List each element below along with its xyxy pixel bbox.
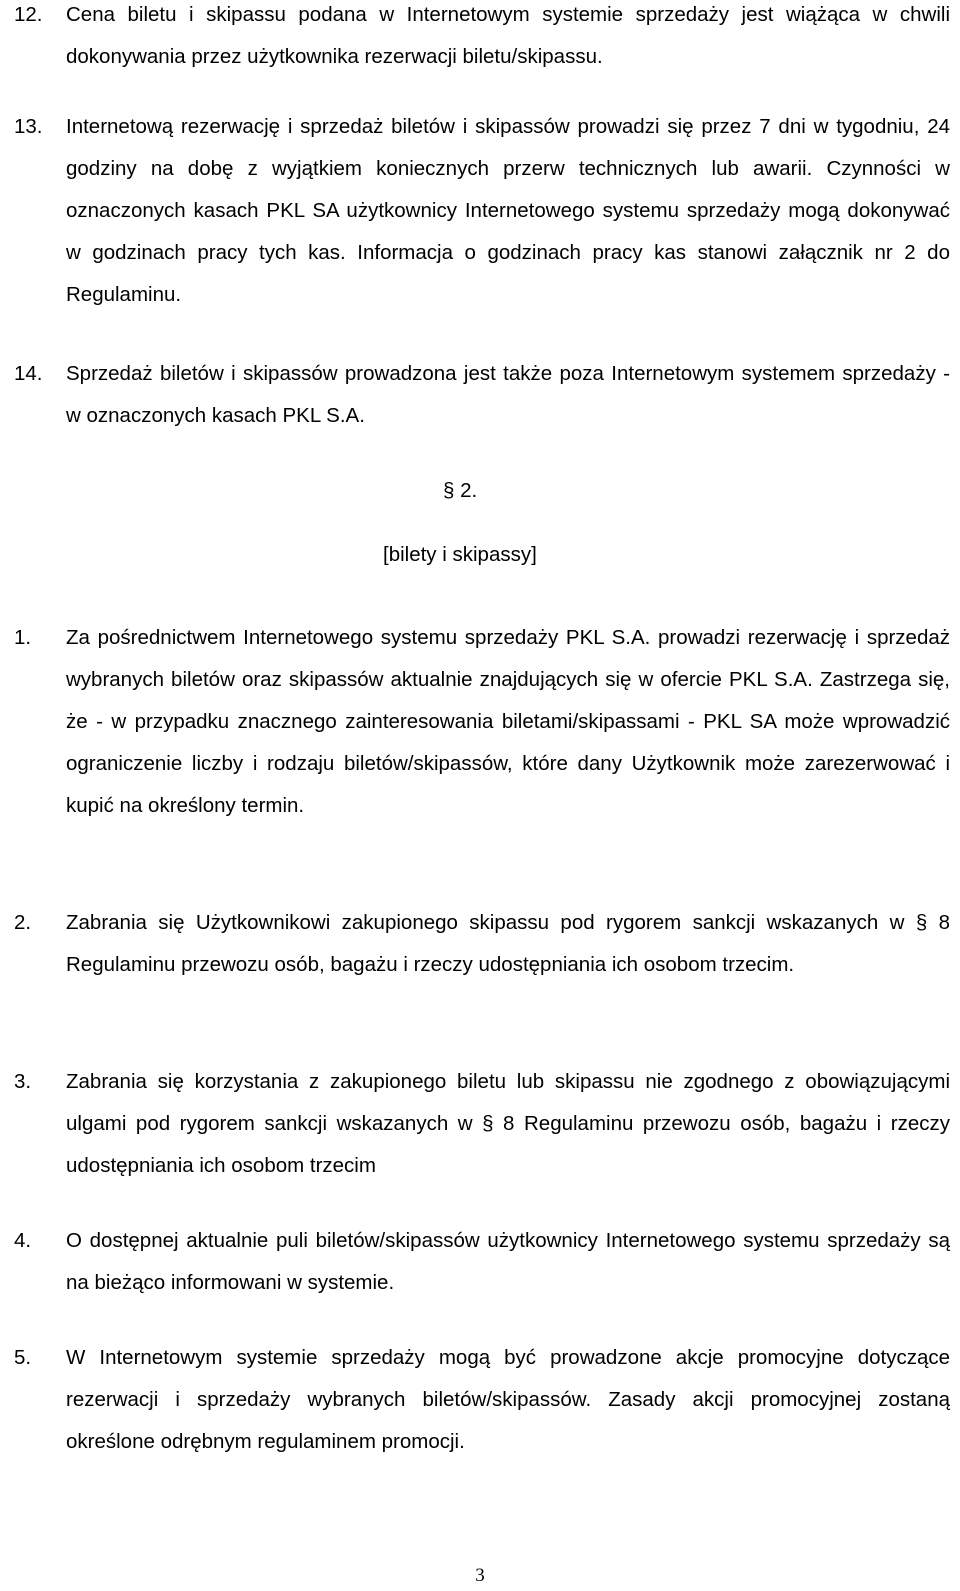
item-number: 12.	[14, 3, 43, 26]
list-item-1	[14, 617, 950, 827]
item-text: Zabrania się korzystania z zakupionego biletu lub skipassu nie zgodnego z obowiązującymi ulgami pod rygorem sankcji wskazanych w § 8 Regulaminu przewozu osób, bagażu i rzeczy udostępniania ich osobom trzecim	[66, 1070, 950, 1177]
item-text: W Internetowym systemie sprzedaży mogą być prowadzone akcje promocyjne dotyczące rezerwacji i sprzedaży wybranych biletów/skipassów. Zasady akcji promocyjnej zostaną określone odrębnym regulaminem promocji.	[66, 1346, 950, 1453]
item-text: Internetową rezerwację i sprzedaż biletów i skipassów prowadzi się przez 7 dni w tygodniu, 24 godziny na dobę z wyjątkiem koniecznych przerw technicznych lub awarii. Czynności w oznaczonych kasach PKL SA użytkownicy Internetowego systemu sprzedaży mogą dokonywać w godzinach pracy tych kas. Informacja o godzinach pracy kas stanowi załącznik nr 2 do Regulaminu.	[66, 115, 950, 306]
item-number: 5.	[14, 1346, 32, 1369]
list-item-5	[14, 1337, 950, 1463]
item-text: O dostępnej aktualnie puli biletów/skipassów użytkownicy Internetowego systemu sprzedaży są na bieżąco informowani w systemie.	[66, 1229, 950, 1294]
section-symbol: § 2.	[443, 479, 478, 502]
item-number: 2.	[14, 911, 32, 934]
item-number: 3.	[14, 1070, 32, 1093]
list-item-3	[14, 1061, 950, 1187]
item-number: 13.	[14, 115, 43, 138]
list-item-2	[14, 902, 950, 986]
section-title: [bilety i skipassy]	[383, 543, 537, 566]
list-item-4	[14, 1220, 950, 1304]
list-item-12	[14, 0, 950, 78]
item-number: 14.	[14, 362, 43, 385]
item-text: Za pośrednictwem Internetowego systemu sprzedaży PKL S.A. prowadzi rezerwację i sprzedaż wybranych biletów oraz skipassów aktualnie znajdujących się w ofercie PKL S.A. Zastrzega się, że - w przypadku znacznego zainteresowania biletami/skipassami - PKL SA może wprowadzić ograniczenie liczby i rodzaju biletów/skipassów, które dany Użytkownik może zarezerwować i kupić na określony termin.	[66, 626, 950, 817]
item-text: Sprzedaż biletów i skipassów prowadzona jest także poza Internetowym systemem sprzedaży - w oznaczonych kasach PKL S.A.	[66, 362, 950, 427]
item-number: 1.	[14, 626, 32, 649]
list-item-13	[14, 106, 950, 316]
page-number: 3	[475, 1565, 485, 1586]
item-number: 4.	[14, 1229, 32, 1252]
item-text: Cena biletu i skipassu podana w Internetowym systemie sprzedaży jest wiążąca w chwili dokonywania przez użytkownika rezerwacji biletu/skipassu.	[66, 3, 950, 68]
list-item-14	[14, 353, 950, 437]
item-text: Zabrania się Użytkownikowi zakupionego skipassu pod rygorem sankcji wskazanych w § 8 Regulaminu przewozu osób, bagażu i rzeczy udostępniania ich osobom trzecim.	[66, 911, 950, 976]
